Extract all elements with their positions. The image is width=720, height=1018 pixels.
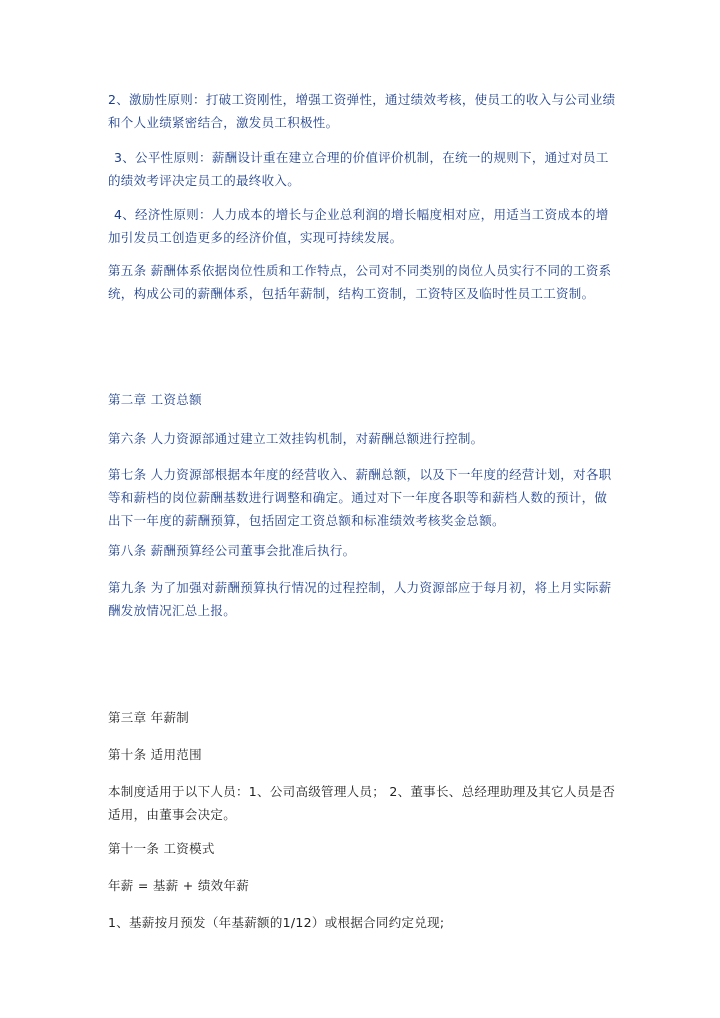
chapter-2-heading: 第二章 工资总额 <box>108 392 202 407</box>
salary-formula: 年薪 = 基薪 + 绩效年薪 <box>108 878 250 893</box>
article-9: 第九条 为了加强对薪酬预算执行情况的过程控制，人力资源部应于每月初，将上月实际薪酬发放情况汇总上报。 <box>108 580 612 618</box>
article-8: 第八条 薪酬预算经公司董事会批准后执行。 <box>108 543 356 558</box>
principle-economy: 4、经济性原则：人力成本的增长与企业总利润的增长幅度相对应，用适当工资成本的增加引发员工创造更多的经济价值，实现可持续发展。 <box>108 207 609 245</box>
base-salary-item: 1、基薪按月预发（年基薪额的1/12）或根据合同约定兑现; <box>108 915 445 930</box>
article-6: 第六条 人力资源部通过建立工效挂钩机制，对薪酬总额进行控制。 <box>108 431 484 446</box>
article-5: 第五条 薪酬体系依据岗位性质和工作特点，公司对不同类别的岗位人员实行不同的工资系统，构成公司的薪酬体系，包括年薪制，结构工资制，工资特区及临时性员工工资制。 <box>108 263 612 301</box>
article-11: 第十一条 工资模式 <box>108 841 215 856</box>
article-7: 第七条 人力资源部根据本年度的经营收入、薪酬总额，以及下一年度的经营计划，对各职等和薪档的岗位薪酬基数进行调整和确定。通过对下一年度各职等和薪档人数的预计，做出下一年度的薪酬预算，包括固定工资总额和标准绩效考核奖金总额。 <box>108 467 612 528</box>
scope-text: 本制度适用于以下人员：1、公司高级管理人员； 2、董事长、总经理助理及其它人员是否适用，由董事会决定。 <box>108 784 616 822</box>
chapter-3-heading: 第三章 年薪制 <box>108 710 190 725</box>
article-10: 第十条 适用范围 <box>108 747 202 762</box>
principle-incentive: 2、激励性原则：打破工资刚性，增强工资弹性，通过绩效考核，使员工的收入与公司业绩和个人业绩紧密结合，激发员工积极性。 <box>108 92 616 130</box>
principle-fairness: 3、公平性原则：薪酬设计重在建立合理的价值评价机制，在统一的规则下，通过对员工的绩效考评决定员工的最终收入。 <box>108 150 609 188</box>
